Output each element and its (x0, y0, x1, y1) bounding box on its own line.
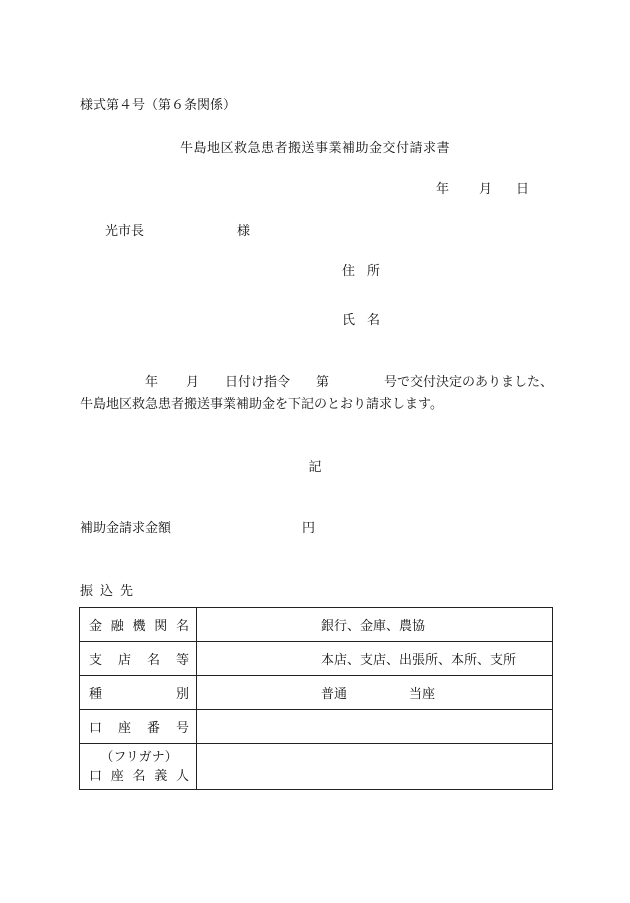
date-year-label: 年 (436, 182, 450, 197)
bank-account-table (79, 607, 553, 790)
label-char: 機 (132, 619, 146, 634)
body-year-label: 年 (145, 375, 159, 390)
account-type-ordinary[interactable]: 普通 (321, 687, 348, 702)
table-row (80, 608, 553, 642)
bank-name-label (80, 608, 197, 642)
body-directive-label: 日付け指令 (225, 375, 291, 390)
label-char: 金 (89, 619, 103, 634)
label-char: 名 (146, 653, 160, 668)
body-line2: 牛島地区救急患者搬送事業補助金を下記のとおり請求します。 (80, 397, 443, 412)
transfer-heading: 振込先 (80, 584, 141, 599)
address-label: 住所 (342, 264, 393, 279)
document-title: 牛島地区救急患者搬送事業補助金交付請求書 (179, 141, 450, 156)
table-row (80, 642, 553, 676)
form-number: 様式第４号（第６条関係） (80, 98, 237, 113)
body-line1-rest: 号で交付決定のありました、 (384, 375, 554, 390)
label-char: 融 (110, 619, 124, 634)
account-number-label (80, 710, 197, 744)
account-holder-field[interactable] (197, 744, 553, 790)
date-day-label: 日 (516, 182, 530, 197)
account-number-field[interactable] (197, 710, 553, 744)
name-label: 氏名 (342, 313, 393, 328)
label-char: 店 (117, 653, 131, 668)
addressee-honorific: 様 (237, 224, 251, 239)
table-row (80, 710, 553, 744)
label-char: 名 (175, 619, 189, 634)
addressee-name: 光市長 (105, 224, 145, 239)
label-char: 口 (89, 721, 103, 736)
label-char: 別 (175, 687, 189, 702)
date-month-label: 月 (479, 182, 493, 197)
account-type-current[interactable]: 当座 (409, 687, 436, 702)
label-char: 人 (175, 768, 189, 784)
body-month-label: 月 (186, 375, 200, 390)
label-char: 等 (175, 653, 189, 668)
label-char: 支 (89, 653, 103, 668)
account-type-field[interactable] (197, 676, 553, 710)
label-char: 号 (175, 721, 189, 736)
amount-unit: 円 (302, 521, 316, 536)
label-char: 番 (146, 721, 160, 736)
branch-name-field[interactable]: 本店、支店、出張所、本所、支所 (197, 642, 553, 676)
label-char: 口 (89, 768, 103, 784)
label-char: 座 (110, 768, 124, 784)
label-char: 座 (117, 721, 131, 736)
body-number-prefix: 第 (316, 375, 330, 390)
table-row (80, 676, 553, 710)
branch-name-label (80, 642, 197, 676)
ki-heading: 記 (308, 460, 322, 475)
label-char: 義 (154, 768, 168, 784)
bank-name-field[interactable]: 銀行、金庫、農協 (197, 608, 553, 642)
label-char: 名 (132, 768, 146, 784)
label-char: 関 (154, 619, 168, 634)
label-char: 種 (89, 687, 103, 702)
account-holder-label (80, 744, 197, 790)
account-type-label (80, 676, 197, 710)
amount-label: 補助金請求金額 (80, 521, 172, 536)
table-row (80, 744, 553, 790)
furigana-label: （フリガナ） (100, 749, 178, 765)
